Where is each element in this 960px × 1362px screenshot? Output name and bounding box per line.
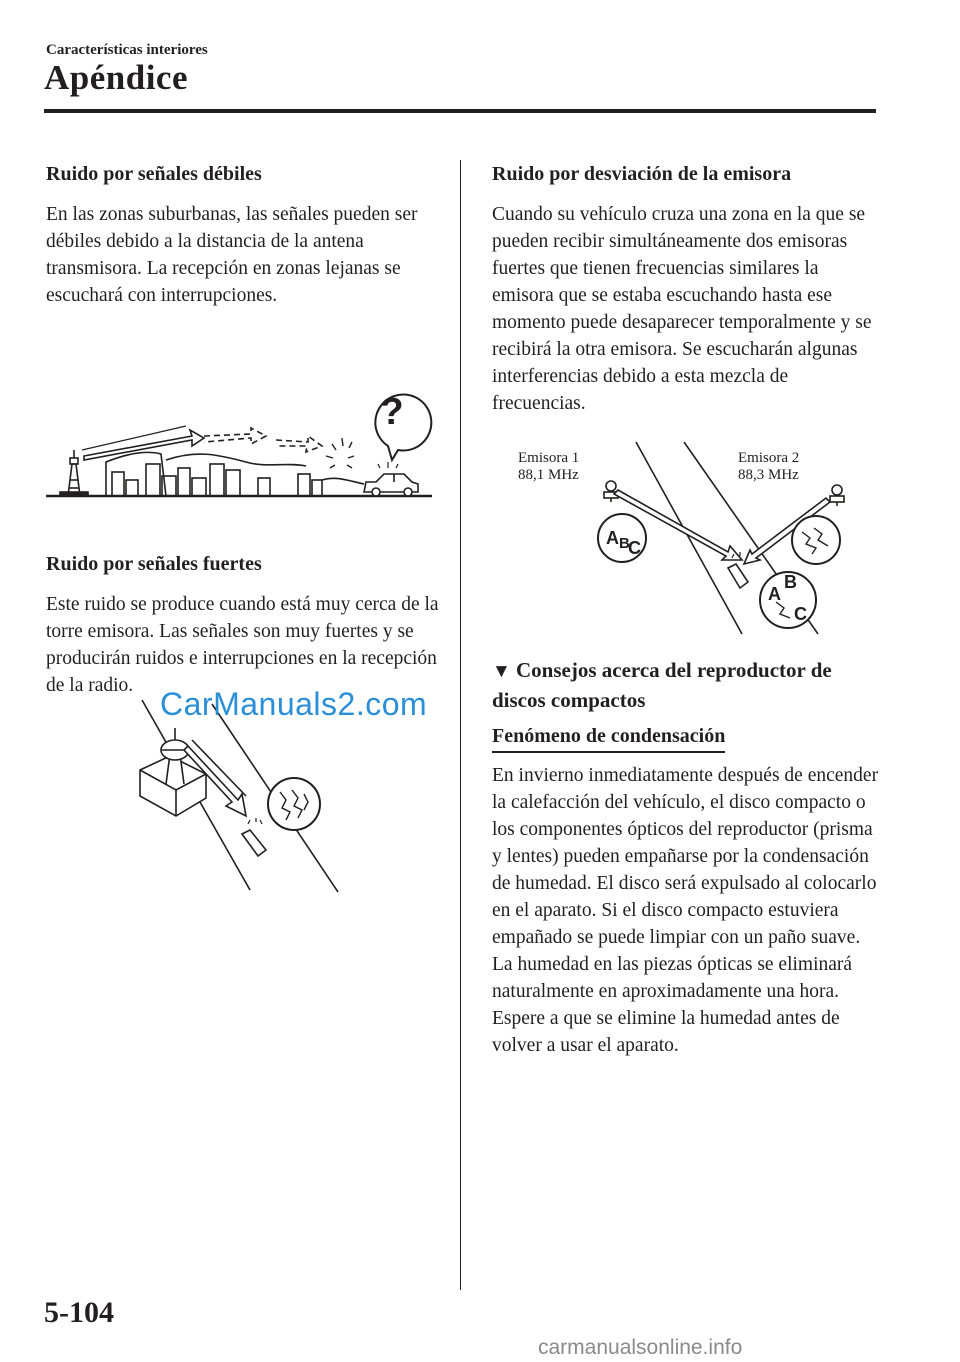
- svg-text:B: B: [784, 572, 797, 592]
- cd-tips-heading: [492, 656, 882, 715]
- page-title: Apéndice: [44, 58, 188, 97]
- title-rule: [44, 109, 876, 113]
- station-1-frequency: 88,1 MHz: [518, 467, 579, 483]
- noise-scribble-icon: [792, 516, 840, 564]
- weak-signals-text: En las zonas suburbanas, las señales pueden ser débiles debido a la distancia de la antena transmisora. La recepción en zonas lejanas se escuchará con interrupciones.: [46, 204, 418, 306]
- svg-text:C: C: [794, 604, 807, 624]
- svg-text:C: C: [628, 538, 641, 558]
- svg-text:A: A: [768, 584, 781, 604]
- svg-text:?: ?: [380, 391, 404, 433]
- station-1-label: [518, 450, 579, 484]
- watermark-bottom: carmanualsonline.info: [538, 1336, 743, 1359]
- car-icon: [242, 818, 266, 856]
- strong-signals-text: Este ruido se produce cuando está muy cerca de la torre emisora. Las señales son muy fuertes y se producirán ruidos e interrupciones en la recepción de la radio.: [46, 594, 439, 696]
- column-divider: [460, 160, 461, 1290]
- station-drift-figure: [592, 440, 862, 640]
- condensation-heading: Fenómeno de condensación: [492, 725, 725, 753]
- svg-text:B: B: [619, 535, 630, 552]
- section-label: Características interiores: [46, 42, 208, 58]
- strong-signal-figure: [130, 700, 350, 900]
- strong-signals-heading: Ruido por señales fuertes: [46, 553, 262, 575]
- noise-burst-icon: [326, 438, 354, 468]
- station-drift-heading: Ruido por desviación de la emisora: [492, 163, 792, 185]
- radio-tower-icon: [830, 485, 844, 506]
- cd-tips-heading-text: Consejos acerca del reproductor de discos compactos: [492, 658, 832, 712]
- weak-signal-figure: [46, 380, 432, 500]
- triangle-marker-icon: ▼: [492, 661, 511, 682]
- car-icon: [364, 462, 418, 496]
- station-1-name: Emisora 1: [518, 450, 580, 466]
- station-2-name: Emisora 2: [738, 450, 800, 466]
- station-drift-text: Cuando su vehículo cruza una zona en la que se pueden recibir simultáneamente dos emisoras fuertes que tienen frecuencias similares la emisora que se estaba escuchando hasta ese momento puede desaparecer temporalmente y se recibirá la otra emisora. Se escucharán algunas interferencias debido a esta mezcla de frecuencias.: [492, 204, 872, 414]
- svg-text:A: A: [606, 528, 619, 548]
- station-2-frequency: 88,3 MHz: [738, 467, 799, 483]
- watermark-top: CarManuals2.com: [160, 686, 428, 722]
- noise-scribble-icon: [268, 778, 320, 830]
- condensation-text: En invierno inmediatamente después de encender la calefacción del vehículo, el disco compacto o los componentes ópticos del reproductor (prisma y lentes) pueden empañarse por la condensación de humedad. El disco será expulsado al colocarlo en el aparato. Si el disco compacto estuviera empañado se puede limpiar con un paño suave. La humedad en las piezas ópticas se eliminará naturalmente en aproximadamente una hora. Espere a que se elimine la humedad antes de volver a usar el aparato.: [492, 765, 879, 1056]
- page-number: 5-104: [44, 1296, 114, 1329]
- weak-signals-heading: Ruido por señales débiles: [46, 163, 262, 185]
